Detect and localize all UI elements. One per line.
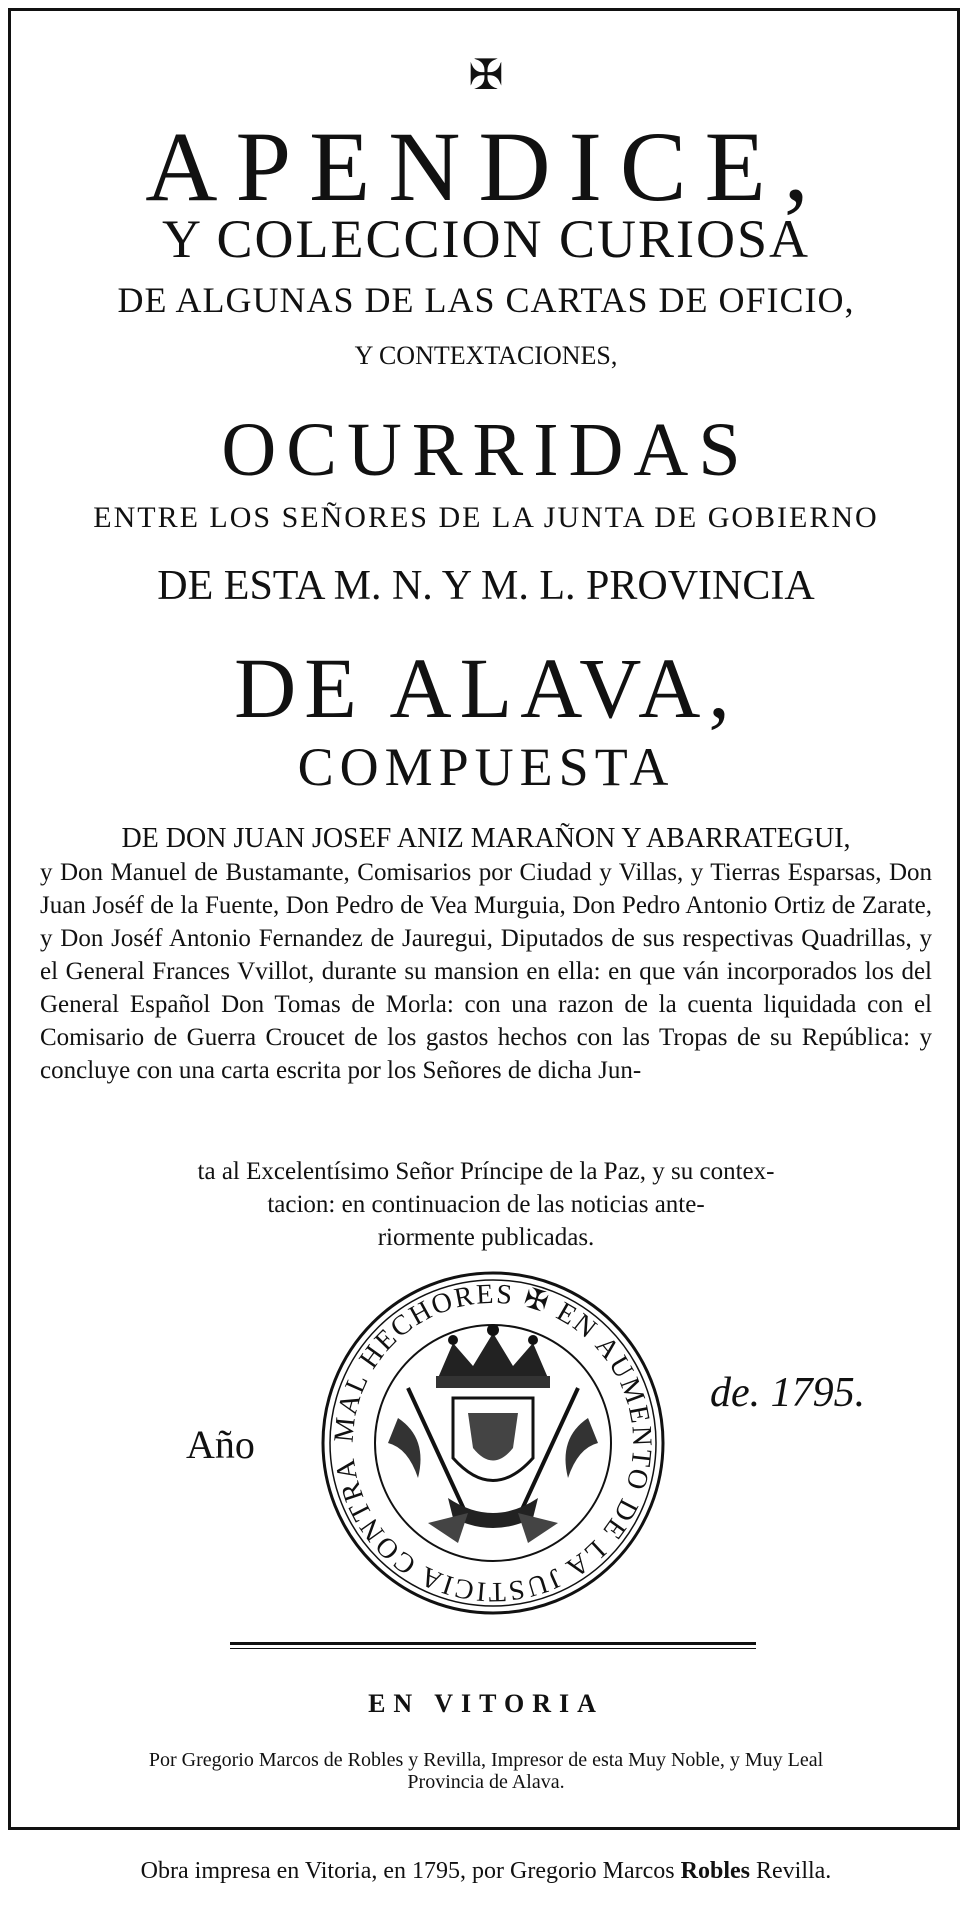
seal-text: MAL HECHORES ✠ EN AUMENTO DE LA JUSTICIA CONTRA — [328, 1278, 658, 1608]
title-line-algunas: DE ALGUNAS DE LAS CARTAS DE OFICIO, — [117, 280, 855, 320]
cross-icon: ✠ — [468, 53, 504, 99]
year-label-left: Año — [186, 1422, 255, 1467]
printer-line-1: Por Gregorio Marcos de Robles y Revilla, Impresor de esta Muy Noble, y Muy Leal — [148, 1749, 824, 1771]
year-label-right: de. 1795. — [710, 1370, 866, 1416]
coat-of-arms-icon — [388, 1388, 598, 1543]
title-line-compuesta: COMPUESTA — [297, 737, 675, 797]
body-tail-line2: tacion: en continuacion de las noticias ante- — [267, 1191, 705, 1218]
body-tail-line3: riormente publicadas. — [377, 1224, 595, 1251]
divider-rule — [230, 1642, 756, 1653]
seal-emblem — [318, 1268, 668, 1618]
title-line-entre: ENTRE LOS SEÑORES DE LA JUNTA DE GOBIERNO — [93, 501, 879, 534]
caption-prefix: Obra impresa en Vitoria, en 1795, por Gregorio Marcos — [140, 1858, 675, 1884]
title-line-ocurridas: OCURRIDAS — [221, 408, 751, 492]
title-line-provincia: DE ESTA M. N. Y M. L. PROVINCIA — [157, 563, 815, 609]
figure-caption — [0, 1856, 972, 1886]
title-main: APENDICE, — [145, 111, 827, 222]
caption-bold-name: Robles — [680, 1858, 750, 1884]
title-line-contextaciones: Y CONTEXTACIONES, — [354, 341, 618, 370]
caption-suffix: Revilla. — [755, 1858, 832, 1884]
authors-line: DE DON JUAN JOSEF ANIZ MARAÑON Y ABARRATEGUI, — [121, 823, 851, 854]
title-line-coleccion: Y COLECCION CURIOSA — [161, 209, 811, 269]
body-tail-line1: ta al Excelentísimo Señor Príncipe de la Paz, y su contex- — [197, 1158, 775, 1185]
body-paragraph: y Don Manuel de Bustamante, Comisarios por Ciudad y Villas, y Tierras Esparsas, Don Juan Joséf de la Fuente, Don Pedro de Vea Murguia, Don Pedro Antonio Ortiz de Zarate, y Don Joséf Antonio Fernandez de Jauregui, Diputados de sus respectivas Quadrillas, y el General Frances Vvillot, durante su mansion en ella: en que ván incorporados los del General Español Don Tomas de Morla: con una razon de la cuenta liquidada con el Comisario de Guerra Croucet de los gastos hechos con las Tropas de su República: y concluye con una carta escrita por los Señores de dicha Jun- — [40, 859, 932, 1084]
crown-icon — [436, 1324, 550, 1388]
printer-line-2: Provincia de Alava. — [407, 1771, 565, 1793]
place-of-printing: EN VITORIA — [368, 1689, 604, 1718]
title-line-alava: DE ALAVA, — [234, 640, 738, 736]
